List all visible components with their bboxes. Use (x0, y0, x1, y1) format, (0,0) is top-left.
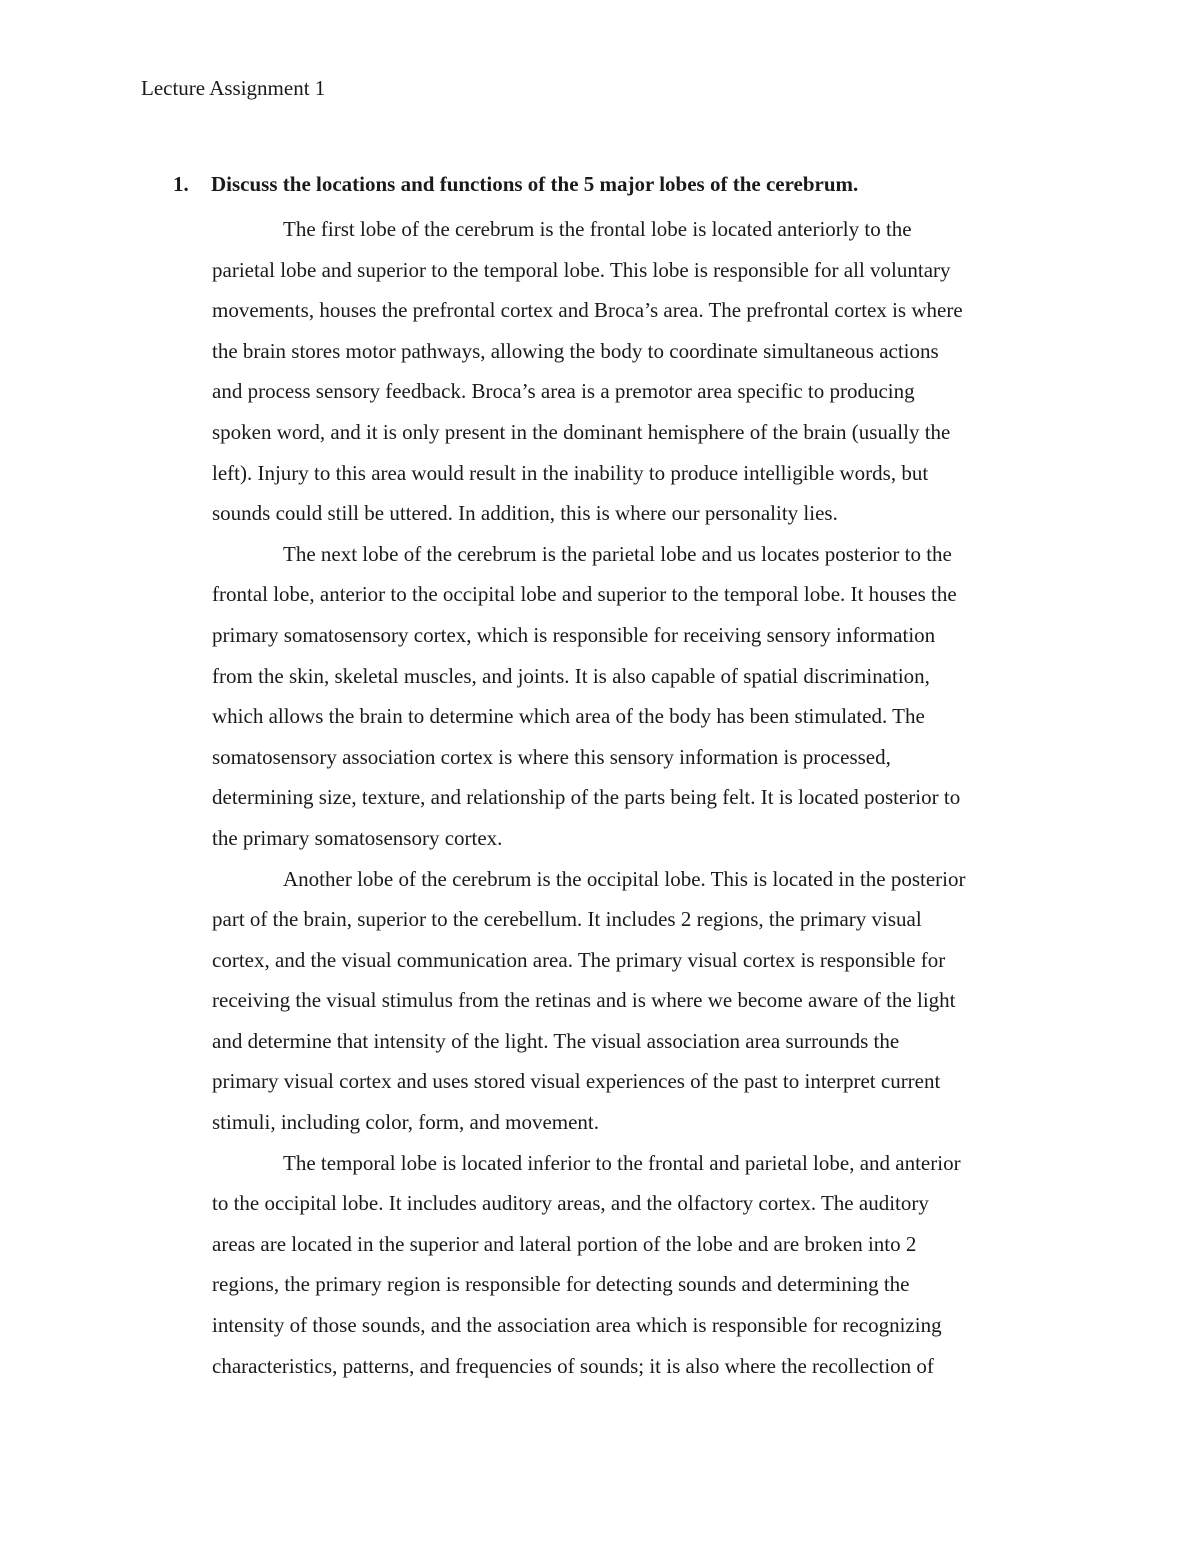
paragraph-frontal-line: movements, houses the prefrontal cortex and Broca’s area. The prefrontal cortex is where (212, 298, 963, 323)
paragraph-occipital-line: Another lobe of the cerebrum is the occipital lobe. This is located in the posterior (283, 866, 966, 891)
paragraph-frontal-line: and process sensory feedback. Broca’s area is a premotor area specific to producing (212, 379, 915, 404)
question-number: 1. (173, 172, 189, 196)
paragraph-parietal-line: The next lobe of the cerebrum is the parietal lobe and us locates posterior to the (283, 541, 952, 566)
paragraph-occipital-line: primary visual cortex and uses stored visual experiences of the past to interpret current (212, 1069, 941, 1094)
paragraph-parietal-line: frontal lobe, anterior to the occipital lobe and superior to the temporal lobe. It houses the (212, 582, 957, 607)
paragraph-parietal-line: determining size, texture, and relationship of the parts being felt. It is located posterior to (212, 785, 961, 810)
paragraph-parietal-line: primary somatosensory cortex, which is responsible for receiving sensory information (212, 622, 936, 647)
paragraph-occipital-line: part of the brain, superior to the cerebellum. It includes 2 regions, the primary visual (212, 907, 922, 932)
paragraph-occipital-line: receiving the visual stimulus from the retinas and is where we become aware of the light (212, 988, 956, 1013)
paragraph-parietal-line: the primary somatosensory cortex. (212, 825, 503, 850)
paragraph-temporal-line: The temporal lobe is located inferior to the frontal and parietal lobe, and anterior (283, 1150, 961, 1175)
paragraph-frontal-line: sounds could still be uttered. In addition, this is where our personality lies. (212, 501, 838, 526)
answer-body (212, 209, 1062, 1386)
document-header: Lecture Assignment 1 (141, 76, 326, 100)
paragraph-temporal-line: characteristics, patterns, and frequencies of sounds; it is also where the recollection of (212, 1353, 934, 1378)
paragraph-temporal-line: areas are located in the superior and lateral portion of the lobe and are broken into 2 (212, 1231, 917, 1256)
paragraph-occipital-line: cortex, and the visual communication area. The primary visual cortex is responsible for (212, 947, 946, 972)
paragraph-frontal-line: the brain stores motor pathways, allowing the body to coordinate simultaneous actions (212, 338, 939, 363)
paragraph-frontal-line: parietal lobe and superior to the temporal lobe. This lobe is responsible for all voluntary (212, 257, 951, 282)
paragraph-temporal-line: to the occipital lobe. It includes auditory areas, and the olfactory cortex. The auditory (212, 1191, 929, 1216)
paragraph-temporal-line: regions, the primary region is responsible for detecting sounds and determining the (212, 1272, 910, 1297)
paragraph-occipital-line: stimuli, including color, form, and movement. (212, 1110, 600, 1135)
paragraph-frontal-line: The first lobe of the cerebrum is the frontal lobe is located anteriorly to the (283, 217, 912, 241)
paragraph-parietal-line: which allows the brain to determine which area of the body has been stimulated. The (212, 704, 925, 729)
paragraph-frontal-line: spoken word, and it is only present in the dominant hemisphere of the brain (usually the (212, 419, 951, 444)
paragraph-parietal-line: somatosensory association cortex is where this sensory information is processed, (212, 744, 891, 769)
paragraph-temporal-line: intensity of those sounds, and the association area which is responsible for recognizing (212, 1313, 942, 1338)
paragraph-parietal-line: from the skin, skeletal muscles, and joints. It is also capable of spatial discrimination, (212, 663, 930, 688)
paragraph-occipital-line: and determine that intensity of the light. The visual association area surrounds the (212, 1028, 900, 1053)
question-text: Discuss the locations and functions of the 5 major lobes of the cerebrum. (211, 172, 859, 196)
paragraph-frontal-line: left). Injury to this area would result in the inability to produce intelligible words, but (212, 460, 929, 485)
question-heading (173, 170, 858, 198)
